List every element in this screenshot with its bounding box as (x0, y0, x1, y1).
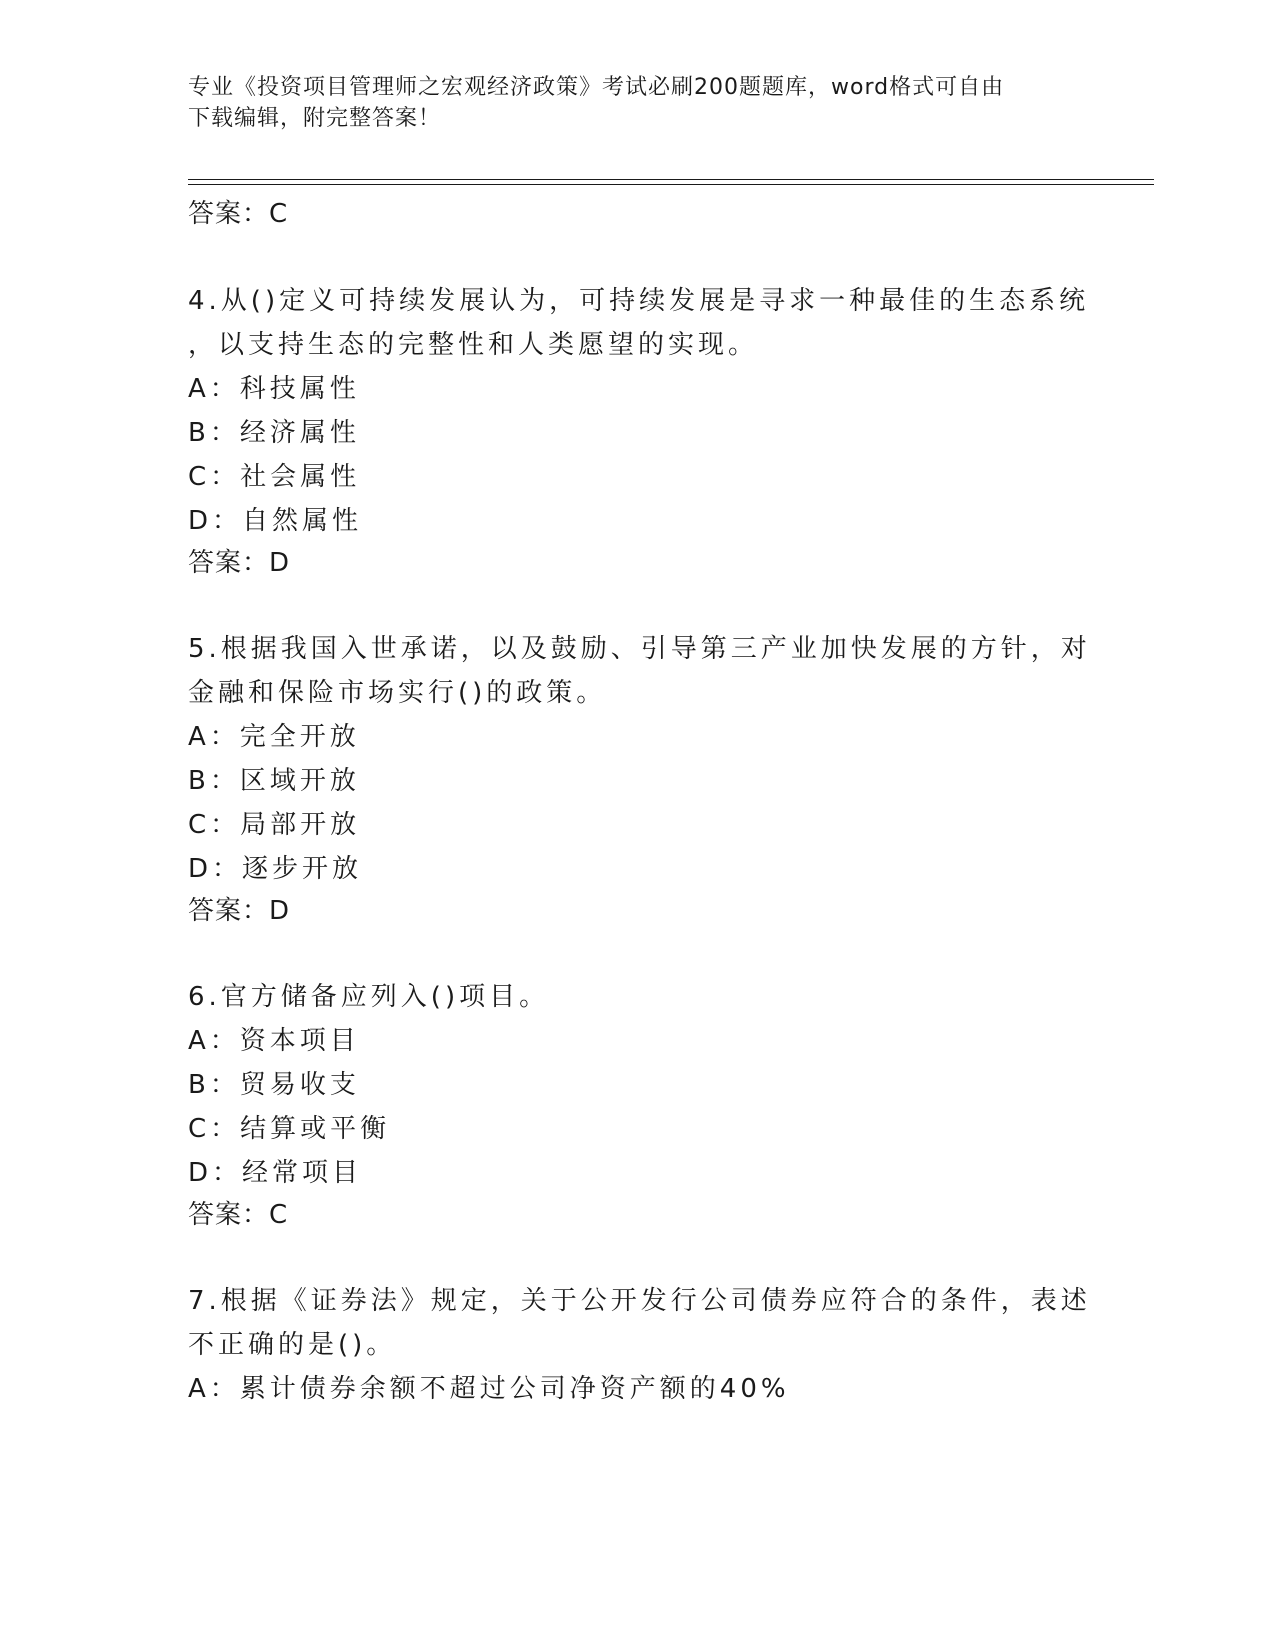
document-header (188, 72, 1068, 134)
option-c: C：结算或平衡 (188, 1114, 391, 1144)
question-stem-continued: 金融和保险市场实行()的政策。 (188, 678, 607, 708)
option-b: B：经济属性 (188, 418, 360, 448)
answer-line: 答案：D (188, 548, 291, 578)
option-a: A：资本项目 (188, 1026, 360, 1056)
question-stem-continued: ，以支持生态的完整性和人类愿望的实现。 (188, 330, 759, 360)
answer-line: 答案：C (188, 199, 289, 229)
option-a: A：完全开放 (188, 722, 360, 752)
question-stem: 7.根据《证券法》规定，关于公开发行公司债券应符合的条件，表述 (188, 1286, 1091, 1316)
question-stem: 5.根据我国入世承诺，以及鼓励、引导第三产业加快发展的方针，对 (188, 634, 1091, 664)
header-line-2: 下载编辑，附完整答案！ (188, 106, 442, 131)
option-a: A：科技属性 (188, 374, 360, 404)
option-d: D：经常项目 (188, 1158, 363, 1188)
option-c: C：局部开放 (188, 810, 361, 840)
header-line-1: 专业《投资项目管理师之宏观经济政策》考试必刷200题题库，word格式可自由 (188, 75, 1005, 100)
option-d: D：逐步开放 (188, 854, 363, 884)
option-b: B：贸易收支 (188, 1070, 360, 1100)
question-stem-continued: 不正确的是()。 (188, 1330, 397, 1360)
answer-line: 答案：C (188, 1200, 289, 1230)
option-c: C：社会属性 (188, 462, 361, 492)
header-divider-top (188, 179, 1154, 180)
question-stem: 4.从()定义可持续发展认为，可持续发展是寻求一种最佳的生态系统 (188, 286, 1090, 316)
question-stem: 6.官方储备应列入()项目。 (188, 982, 550, 1012)
header-divider-bottom (188, 184, 1154, 185)
answer-line: 答案：D (188, 896, 291, 926)
option-a: A：累计债券余额不超过公司净资产额的40% (188, 1374, 790, 1404)
option-b: B：区域开放 (188, 766, 360, 796)
option-d: D：自然属性 (188, 506, 363, 536)
